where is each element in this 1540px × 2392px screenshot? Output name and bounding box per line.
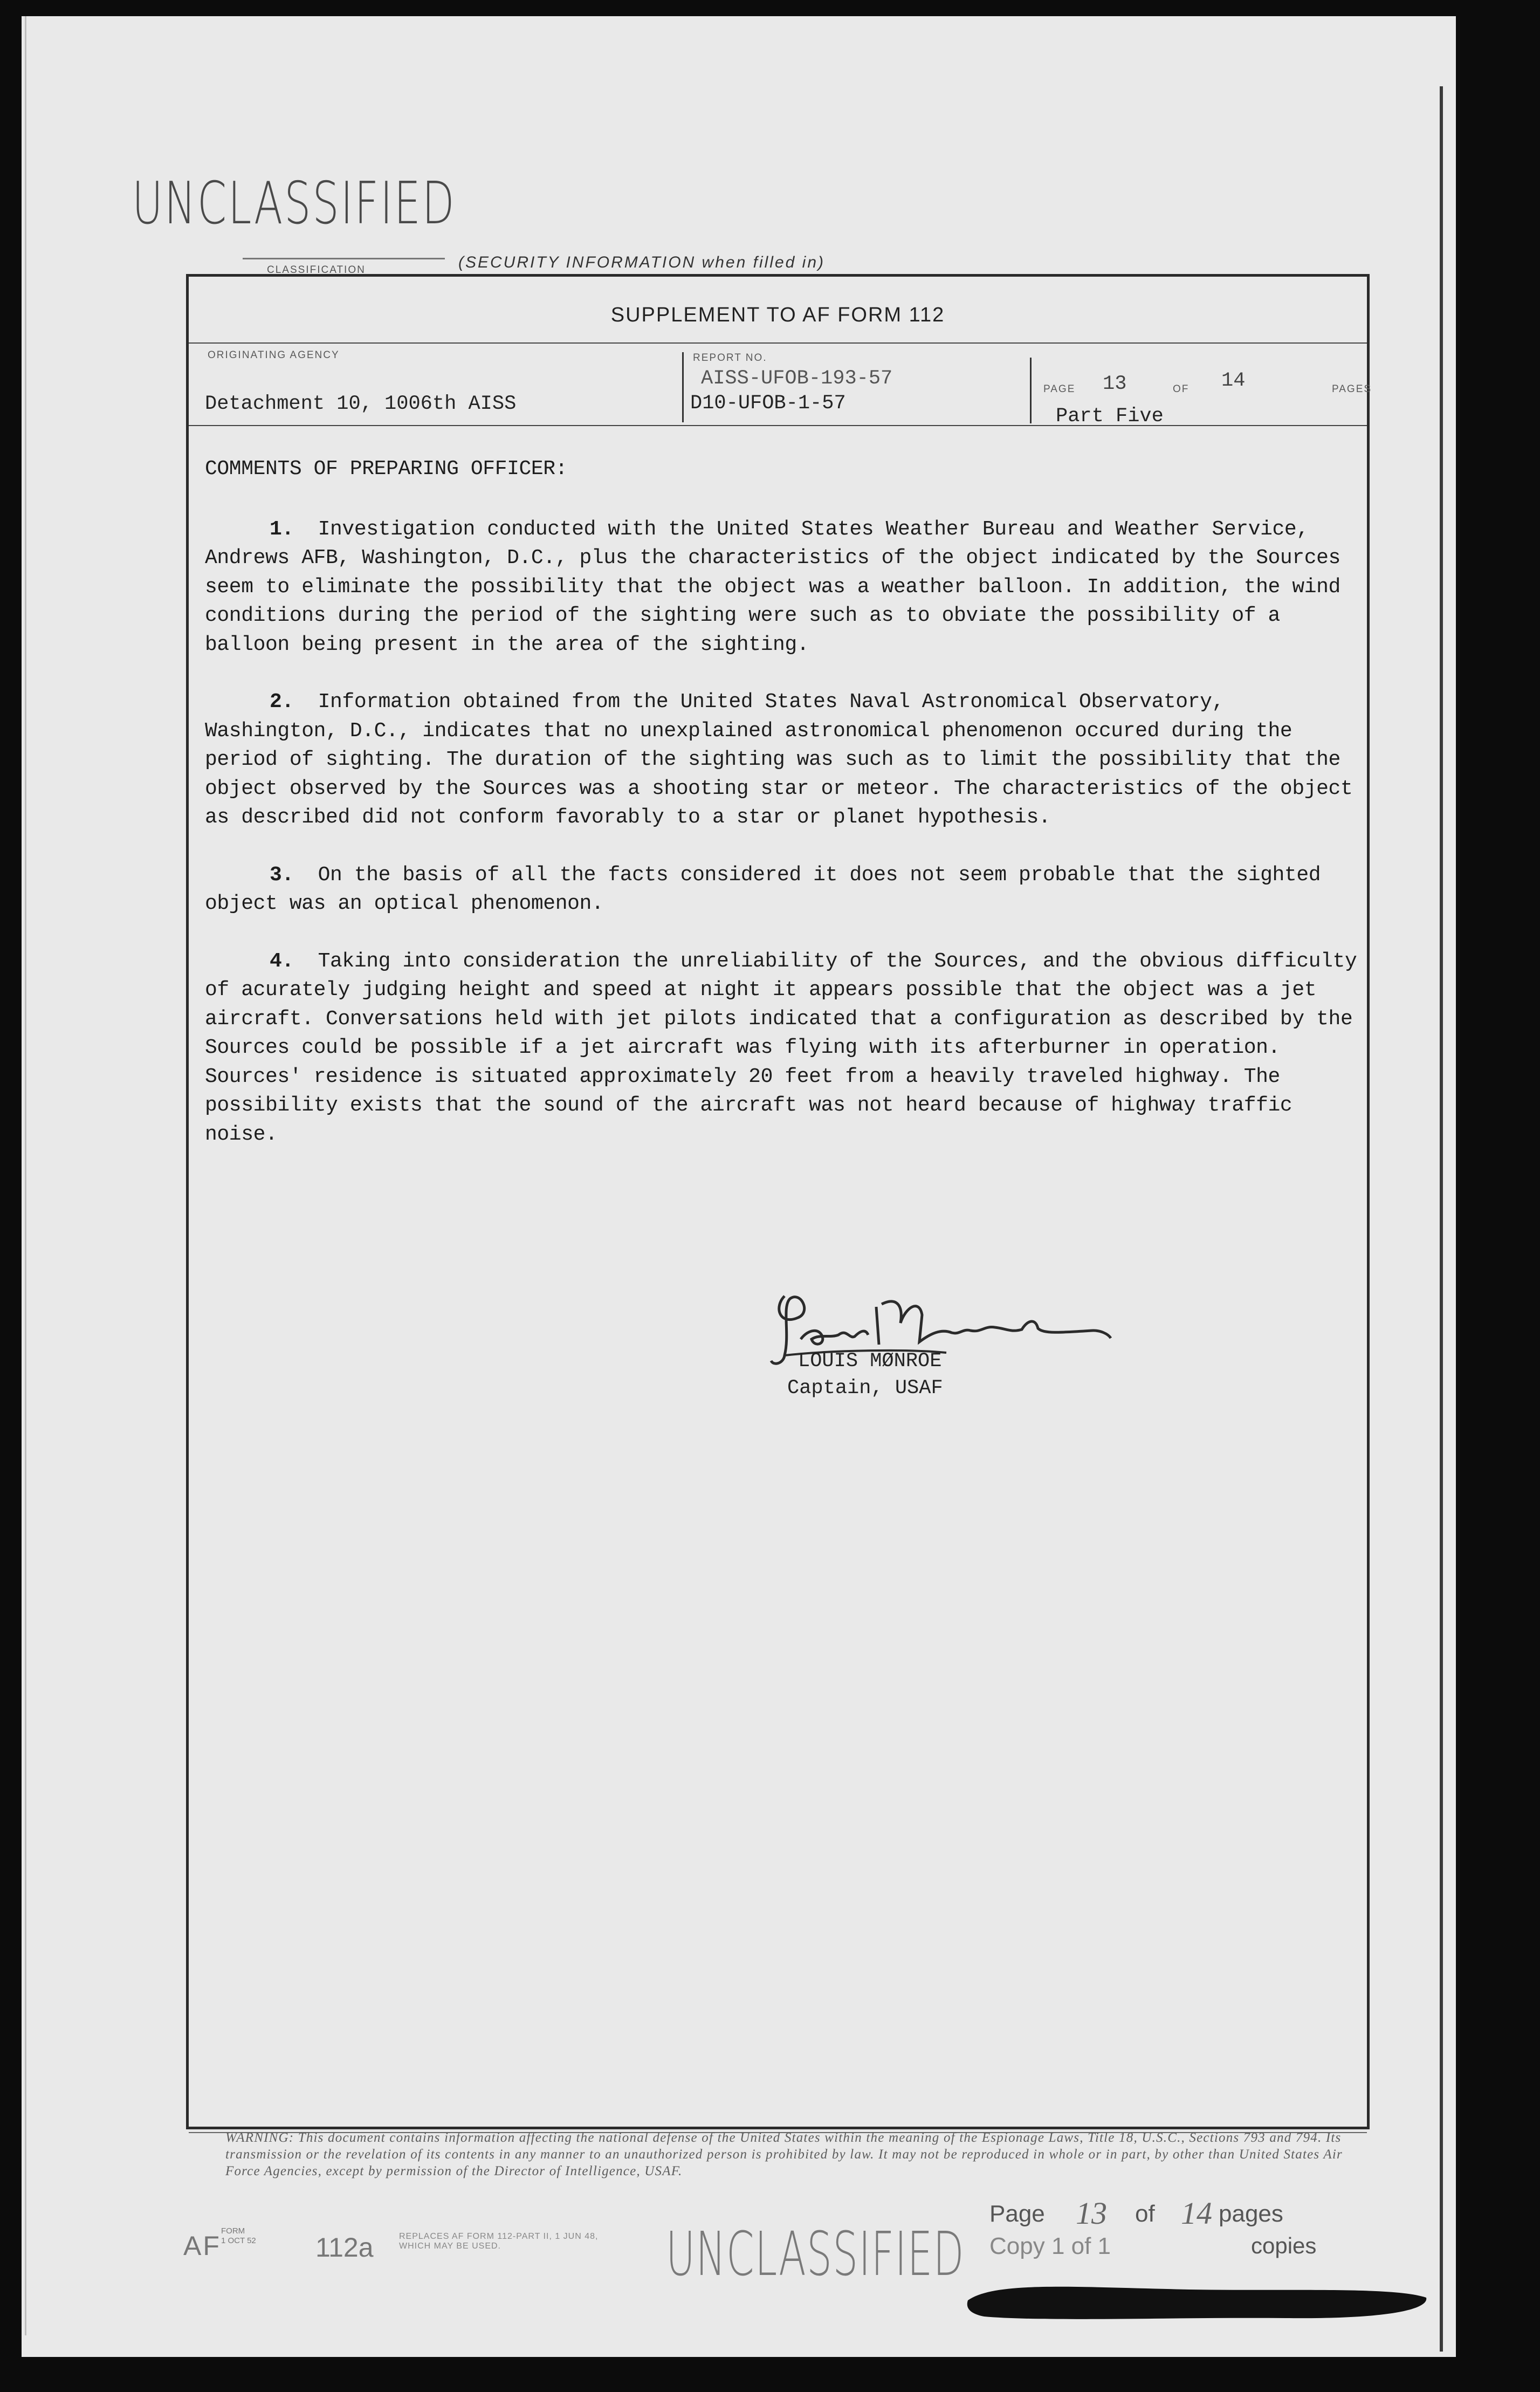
part-label: Part Five [1056, 405, 1164, 428]
of-label: OF [1173, 383, 1190, 395]
signer-rank: Captain, USAF [787, 1377, 943, 1400]
espionage-warning: WARNING: This document contains information affecting the national defense of the United States within the meaning of the Espionage Laws, Title 18, U.S.C., Sections 793 and 794. Its transmission or the revelation of its contents in any manner to an unauthorized person is prohibited by law. It may not be reproduced in whole or in part, by other than United States Air Force Agencies, except by permission of the Director of Intelligence, USAF. [225, 2130, 1343, 2178]
paragraph-text: Investigation conducted with the United States Weather Bureau and Weather Service, Andrews AFB, Washington, D.C., plus the characteristics of the object indicated by the Sources seem to eliminate the possibility that the object was a weather balloon. In addition, the wind conditions during the period of the sighting were such as to obviate the possibility of a balloon being present in the area of the sighting. [205, 517, 1340, 656]
header-divider [1030, 358, 1032, 423]
paragraph-2 [205, 688, 1359, 832]
classification-line [243, 258, 445, 259]
form-number: 112a [315, 2232, 374, 2263]
copies-word: copies [1251, 2233, 1317, 2258]
report-no-line-1: AISS-UFOB-193-57 [701, 367, 893, 390]
page-count-number: 13 [1076, 2196, 1107, 2231]
originating-agency-value: Detachment 10, 1006th AISS [205, 393, 517, 415]
page-number: 13 [1103, 373, 1127, 395]
paragraph-number: 1. [270, 517, 294, 541]
header-rule [189, 342, 1367, 344]
replaces-note: REPLACES AF FORM 112-PART II, 1 JUN 48, WHICH MAY BE USED. [399, 2232, 599, 2251]
copy-line: Copy 1 of 1 [989, 2233, 1111, 2259]
form-title: SUPPLEMENT TO AF FORM 112 [610, 304, 945, 326]
af-form-mark: AF [183, 2231, 221, 2261]
signer-name: LOUIS MØNROE [798, 1350, 942, 1373]
page-total: 14 [1221, 369, 1246, 392]
paragraph-text: On the basis of all the facts considered it does not seem probable that the sighted object was an optical phenomenon. [205, 863, 1321, 915]
paragraph-number: 3. [270, 863, 294, 887]
comments-heading: COMMENTS OF PREPARING OFFICER: [205, 457, 568, 481]
page-count-pages-word: pages [1219, 2201, 1283, 2227]
report-no-line-2: D10-UFOB-1-57 [690, 392, 846, 415]
comments-body [205, 455, 1359, 1177]
page-label: PAGE [1043, 383, 1076, 395]
classification-stamp-bottom: UNCLASSIFIED [666, 2219, 965, 2290]
paragraph-text: Information obtained from the United States Naval Astronomical Observatory, Washington, D.C., indicates that no unexplained astronomical phenomenon occured during the period of sighting. The duration of the sighting was such as to limit the possibility that the object observed by the Sources was a shooting star or meteor. The characteristics of the object as described did not conform favorably to a star or planet hypothesis. [205, 690, 1353, 829]
redaction-mark [962, 2276, 1432, 2325]
classification-caption: CLASSIFICATION [267, 264, 366, 276]
paragraph-number: 2. [270, 690, 294, 714]
form-box [186, 274, 1372, 2178]
paragraph-1 [205, 515, 1359, 660]
classification-stamp-top: UNCLASSIFIED [132, 170, 456, 237]
header-divider [682, 352, 684, 422]
header-rule [189, 425, 1367, 426]
pages-label: PAGES [1332, 383, 1372, 395]
document-sheet [22, 16, 1456, 2357]
page-edge-right [1440, 86, 1443, 2352]
paragraph-3 [205, 861, 1359, 919]
page-count-total: 14 [1181, 2196, 1212, 2231]
page-count-of: of [1135, 2201, 1155, 2227]
af-form-date: FORM 1 OCT 52 [221, 2226, 256, 2245]
paragraph-number: 4. [270, 949, 294, 973]
paragraph-4 [205, 947, 1359, 1149]
security-information-note: (SECURITY INFORMATION when filled in) [458, 253, 825, 271]
originating-agency-label: ORIGINATING AGENCY [208, 349, 340, 361]
page-edge-left [25, 16, 26, 2335]
report-no-label: REPORT NO. [693, 352, 767, 364]
paragraph-text: Taking into consideration the unreliability of the Sources, and the obvious difficulty of acurately judging height and speed at night it appears possible that the object was a jet aircraft. Conversations held with jet pilots indicated that a configuration as described by the Sources could be possible if a jet aircraft was flying with its afterburner in operation. Sources' residence is situated approximately 20 feet from a heavily traveled highway. The possibility exists that the sound of the aircraft was not heard because of highway traffic noise. [205, 949, 1357, 1146]
page-count-word: Page [989, 2201, 1045, 2227]
